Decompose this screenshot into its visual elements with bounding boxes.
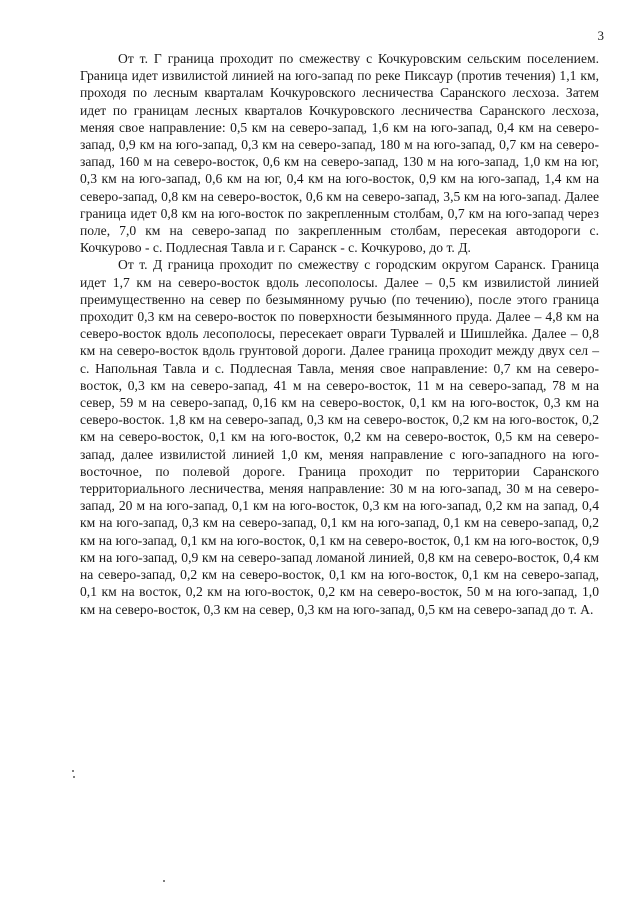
body-text [80,50,599,618]
scan-speck [72,770,74,772]
scan-speck [73,776,75,778]
page-number: 3 [597,28,604,43]
paragraph-boundary-g-to-d: От т. Г граница проходит по смежеству с Кочкуровским сельским поселением. Граница идет извилистой линией на юго-запад по реке Пиксаур (против течения) 1,1 км, проходя по лесным кварталам Кочкуровского лесничества Саранского лесхоза. Затем идет по границам лесных кварталов Кочкуровского лесничества Саранского лесхоза, меняя свое направление: 0,5 км на северо-запад, 1,6 км на юго-запад, 0,4 км на северо-запад, 0,9 км на юго-запад, 0,3 км на северо-запад, 180 м на юго-запад, 0,7 км на северо-запад, 160 м на северо-восток, 0,6 км на северо-запад, 130 м на юго-запад, 1,0 км на юг, 0,3 км на юго-запад, 0,6 км на юг, 0,4 км на юго-восток, 0,9 км на юго-запад, 1,4 км на северо-запад, 0,8 км на северо-восток, 0,6 км на северо-запад, 3,5 км на юго-запад. Далее граница идет 0,8 км на юго-восток по закрепленным столбам, 0,7 км на юго-запад через поле, 7,0 км на северо-запад по закрепленным столбам, пересекая автодороги с. Кочкурово - с. Подлесная Тавла и г. Саранск - с. Кочкурово, до т. Д. [80,51,599,256]
scan-speck [163,880,165,882]
paragraph-boundary-d-to-a: От т. Д граница проходит по смежеству с городским округом Саранск. Граница идет 1,7 км на северо-восток вдоль лесополосы. Далее – 0,5 км извилистой линией преимущественно на север по безымянному ручью (по течению), после этого граница проходит 0,3 км на северо-восток по поверхности безымянного пруда. Далее – 4,8 км на северо-восток вдоль лесополосы, пересекает овраги Турвалей и Шишлейка. Далее – 0,8 км на северо-восток вдоль грунтовой дороги. Далее граница проходит между двух сел – с. Напольная Тавла и с. Подлесная Тавла, меняя свое направление: 0,7 км на северо-восток, 0,3 км на северо-запад, 41 м на северо-восток, 11 м на северо-запад, 78 м на север, 59 м на северо-запад, 0,16 км на северо-восток, 0,1 км на юго-восток, 0,3 км на северо-восток. 1,8 км на северо-запад, 0,3 км на северо-восток, 0,2 км на юго-восток, 0,2 км на северо-восток, 0,1 км на юго-восток, 0,2 км на северо-восток, 0,5 км на северо-запад, далее извилистой линией 1,0 км, меняя направление с юго-западного на юго-восточное, по полевой дороге. Граница проходит по территории Саранского территориального лесничества, меняя направление: 30 м на юго-запад, 30 м на северо-запад, 20 м на юго-запад, 0,1 км на юго-восток, 0,3 км на юго-запад, 0,2 км на запад, 0,4 км на юго-запад, 0,3 км на северо-запад, 0,1 км на юго-запад, 0,1 км на северо-запад, 0,2 км на юго-запад, 0,1 км на юго-восток, 0,1 км на северо-восток, 0,1 км на юго-восток, 0,9 км на юго-запад, 0,9 км на северо-запад ломаной линией, 0,8 км на северо-восток, 0,4 км на северо-запад, 0,2 км на северо-восток, 0,1 км на юго-восток, 0,1 км на северо-запад, 0,1 км на восток, 0,2 км на юго-восток, 0,2 км на северо-восток, 50 м на юго-запад, 1,0 км на северо-восток, 0,3 км на север, 0,3 км на юго-запад, 0,5 км на северо-запад до т. А. [80,257,599,617]
